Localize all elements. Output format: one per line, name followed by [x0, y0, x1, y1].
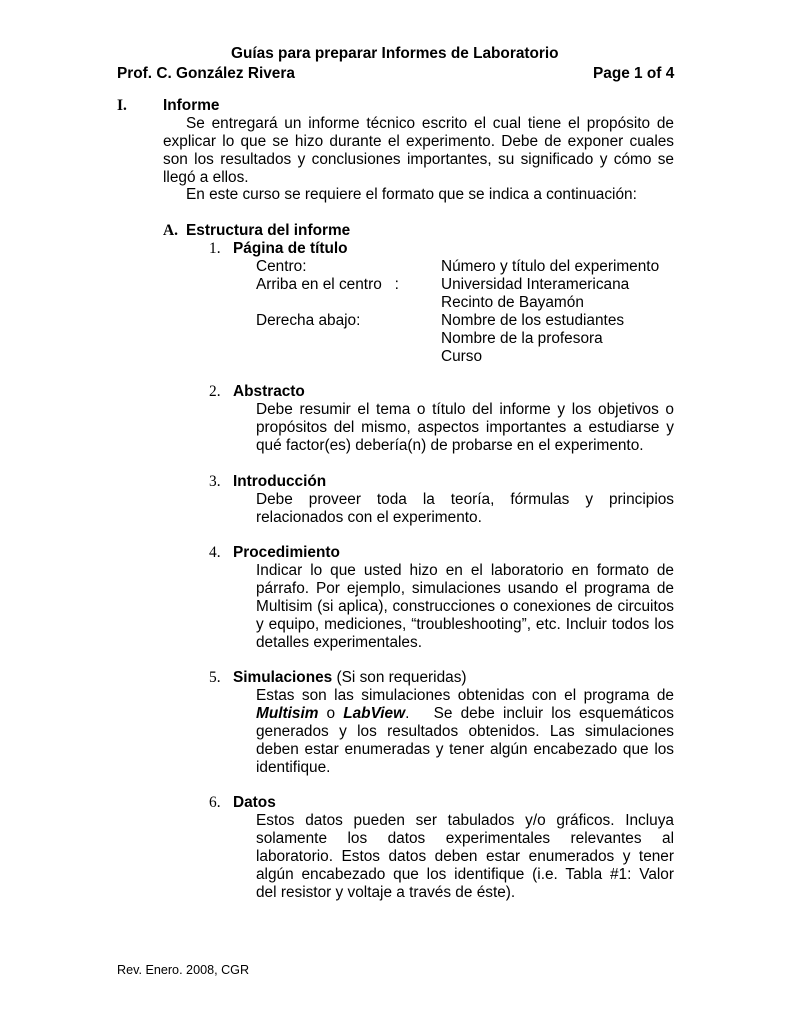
page-indicator: Page 1 of 4: [593, 65, 675, 82]
paragraph-line: relacionados con el experimento.: [256, 509, 482, 526]
paragraph-line: deben estar enumeradas y tener algún encabezado que los: [256, 741, 674, 758]
procedure-paragraph: [256, 562, 674, 652]
item-heading-abstract: Abstracto: [233, 383, 305, 400]
introduction-paragraph: [256, 491, 674, 527]
paragraph-line: Estos datos pueden ser tabulados y/o gráficos. Incluya: [256, 812, 674, 829]
line-rest-text: . Se debe incluir los esquemáticos: [405, 705, 674, 722]
paragraph-line: Estas son las simulaciones obtenidas con el programa de: [256, 687, 674, 704]
item-number: 1.: [209, 240, 221, 257]
subsection-heading: Estructura del informe: [186, 222, 351, 239]
title-page-right-value: Recinto de Bayamón: [441, 294, 584, 311]
title-page-right-value: Nombre de los estudiantes: [441, 312, 625, 329]
item-number: 3.: [209, 473, 221, 490]
paragraph-line: llegó a ellos.: [163, 169, 249, 186]
labview-name: LabView: [343, 705, 406, 722]
section-intro-sentence: En este curso se requiere el formato que se indica a continuación:: [186, 186, 637, 203]
section-intro-paragraph: [163, 115, 674, 187]
item-heading-data: Datos: [233, 794, 276, 811]
item-number: 2.: [209, 383, 221, 400]
title-page-left-label: Arriba en el centro :: [256, 276, 399, 293]
title-page-right-value: Universidad Interamericana: [441, 276, 630, 293]
item-heading-title-page: Página de título: [233, 240, 348, 257]
conjunction-text: o: [318, 705, 344, 722]
author-name: Prof. C. González Rivera: [117, 65, 295, 82]
paragraph-line: Se entregará un informe técnico escrito el cual tiene el propósito de: [186, 115, 674, 132]
paragraph-line: detalles experimentales.: [256, 634, 422, 651]
paragraph-line: generados y los resultados obtenidos. Las simulaciones: [256, 723, 674, 740]
section-numeral: I.: [117, 97, 127, 114]
paragraph-line: Indicar lo que usted hizo en el laboratorio en formato de: [256, 562, 674, 579]
paragraph-line: qué factor(es) debería(n) de probarse en el experimento.: [256, 437, 644, 454]
section-heading: Informe: [163, 97, 220, 114]
paragraph-line: explicar lo que se hizo durante el experimento. Debe de exponer cuales: [163, 133, 674, 150]
paragraph-line: algún encabezado que los identifique (i.e. Tabla #1: Valor: [256, 866, 674, 883]
item-heading-procedure: Procedimiento: [233, 544, 340, 561]
data-paragraph: [256, 812, 674, 902]
paragraph-line: identifique.: [256, 759, 331, 776]
item-number: 5.: [209, 669, 221, 686]
simulations-heading-text: Simulaciones: [233, 669, 333, 686]
paragraph-line: propósitos del mismo, aspectos importantes a estudiarse y: [256, 419, 674, 436]
simulations-paragraph: [256, 687, 674, 777]
paragraph-line: [256, 705, 674, 723]
paragraph-line: párrafo. Por ejemplo, simulaciones usando el programa de: [256, 580, 674, 597]
paragraph-line: laboratorio. Estos datos deben estar enumerados y tener: [256, 848, 674, 865]
paragraph-line: y equipo, mediciones, “troubleshooting”, etc. Incluir todos los: [256, 616, 674, 633]
paragraph-line: Debe proveer toda la teoría, fórmulas y principios: [256, 491, 674, 508]
title-page-left-label: Derecha abajo:: [256, 312, 361, 329]
simulations-note: (Si son requeridas): [332, 669, 467, 686]
title-page-left-label: Centro:: [256, 258, 307, 275]
paragraph-line: Debe resumir el tema o título del informe y los objetivos o: [256, 401, 674, 418]
multisim-name: Multisim: [256, 705, 319, 722]
paragraph-line: Multisim (si aplica), construcciones o conexiones de circuitos: [256, 598, 674, 615]
title-page-right-value: Curso: [441, 348, 483, 365]
subsection-letter: A.: [163, 222, 178, 239]
title-page-right-value: Número y título del experimento: [441, 258, 660, 275]
paragraph-line: del resistor y voltaje a través de éste).: [256, 884, 516, 901]
item-heading-simulations: [233, 669, 467, 687]
title-page-right-value: Nombre de la profesora: [441, 330, 603, 347]
item-number: 4.: [209, 544, 221, 561]
document-title: Guías para preparar Informes de Laboratorio: [231, 45, 559, 62]
item-number: 6.: [209, 794, 221, 811]
paragraph-line: son los resultados y conclusiones importantes, su significado y cómo se: [163, 151, 674, 168]
revision-footer: Rev. Enero. 2008, CGR: [117, 963, 250, 977]
paragraph-line: solamente los datos experimentales relevantes al: [256, 830, 674, 847]
abstract-paragraph: [256, 401, 674, 455]
item-heading-introduction: Introducción: [233, 473, 327, 490]
